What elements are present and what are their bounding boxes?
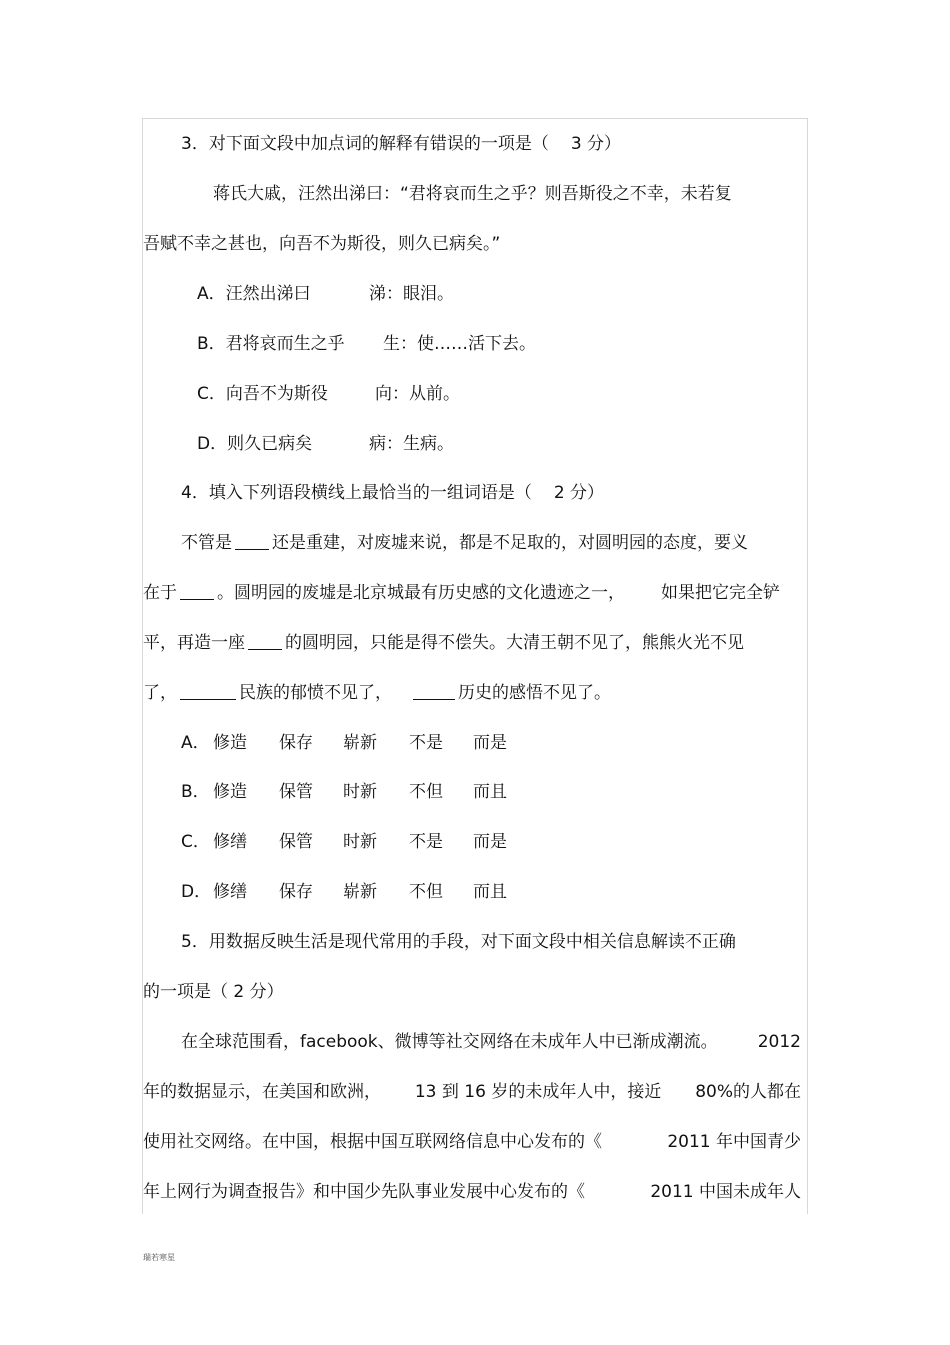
fill-blank-1 [235, 531, 269, 550]
q4-option-a: A． 修造 保存 崭新 不是 而是 [181, 733, 507, 753]
fill-blank-3 [248, 631, 282, 650]
q5-passage-line-3: 使用社交网络。在中国，根据中国互联网络信息中心发布的《 2011 年中国青少 [143, 1132, 801, 1152]
q5-passage-line-4: 年上网行为调查报告》和中国少先队事业发展中心发布的《 2011 中国未成年人 [143, 1182, 801, 1202]
q3-option-b: B．君将哀而生之乎 生：使……活下去。 [197, 334, 536, 354]
q3-passage-line-2: 吾赋不幸之甚也，向吾不为斯役，则久已病矣。” [143, 234, 501, 254]
document-page [142, 118, 808, 1214]
fill-blank-5 [413, 681, 455, 700]
q3-option-c: C．向吾不为斯役 向：从前。 [197, 384, 460, 404]
q4-passage-line-2: 在于 。圆明园的废墟是北京城最有历史感的文化遗迹之一， 如果把它完全铲 [143, 583, 780, 603]
q3-stem: 3．对下面文段中加点词的解释有错误的一项是（ 3 分） [181, 134, 622, 154]
q5-passage-line-2: 年的数据显示，在美国和欧洲， 13 到 16 岁的未成年人中，接近 80%的人都在 [143, 1082, 801, 1102]
q3-option-a: A．汪然出涕曰 涕：眼泪。 [197, 284, 454, 304]
q4-option-c: C． 修缮 保管 时新 不是 而是 [181, 832, 507, 852]
q4-passage-line-3: 平，再造一座 的圆明园，只能是得不偿失。大清王朝不见了，熊熊火光不见 [143, 633, 744, 653]
fill-blank-4 [180, 681, 236, 700]
q4-option-d: D． 修缮 保存 崭新 不但 而且 [181, 882, 507, 902]
fill-blank-2 [180, 581, 214, 600]
q3-option-d: D．则久已病矣 病：生病。 [197, 434, 454, 454]
q5-stem-line-2: 的一项是（ 2 分） [143, 982, 284, 1002]
q4-stem: 4．填入下列语段横线上最恰当的一组词语是（ 2 分） [181, 483, 605, 503]
page-footer: 瑞若寒星 [143, 1253, 175, 1262]
q5-stem-line-1: 5．用数据反映生活是现代常用的手段，对下面文段中相关信息解读不正确 [181, 932, 736, 952]
q4-passage-line-4: 了， 民族的郁愤不见了， 历史的感悟不见了。 [143, 683, 611, 703]
q5-passage-line-1: 在全球范围看，facebook、微博等社交网络在未成年人中已渐成潮流。 2012 [181, 1032, 801, 1052]
q4-passage-line-1: 不管是 还是重建，对废墟来说，都是不足取的，对圆明园的态度，要义 [181, 533, 748, 553]
q3-passage-line-1: 蒋氏大戚，汪然出涕曰：“君将哀而生之乎？则吾斯役之不幸，未若复 [213, 184, 732, 204]
q4-option-b: B． 修造 保管 时新 不但 而且 [181, 782, 507, 802]
